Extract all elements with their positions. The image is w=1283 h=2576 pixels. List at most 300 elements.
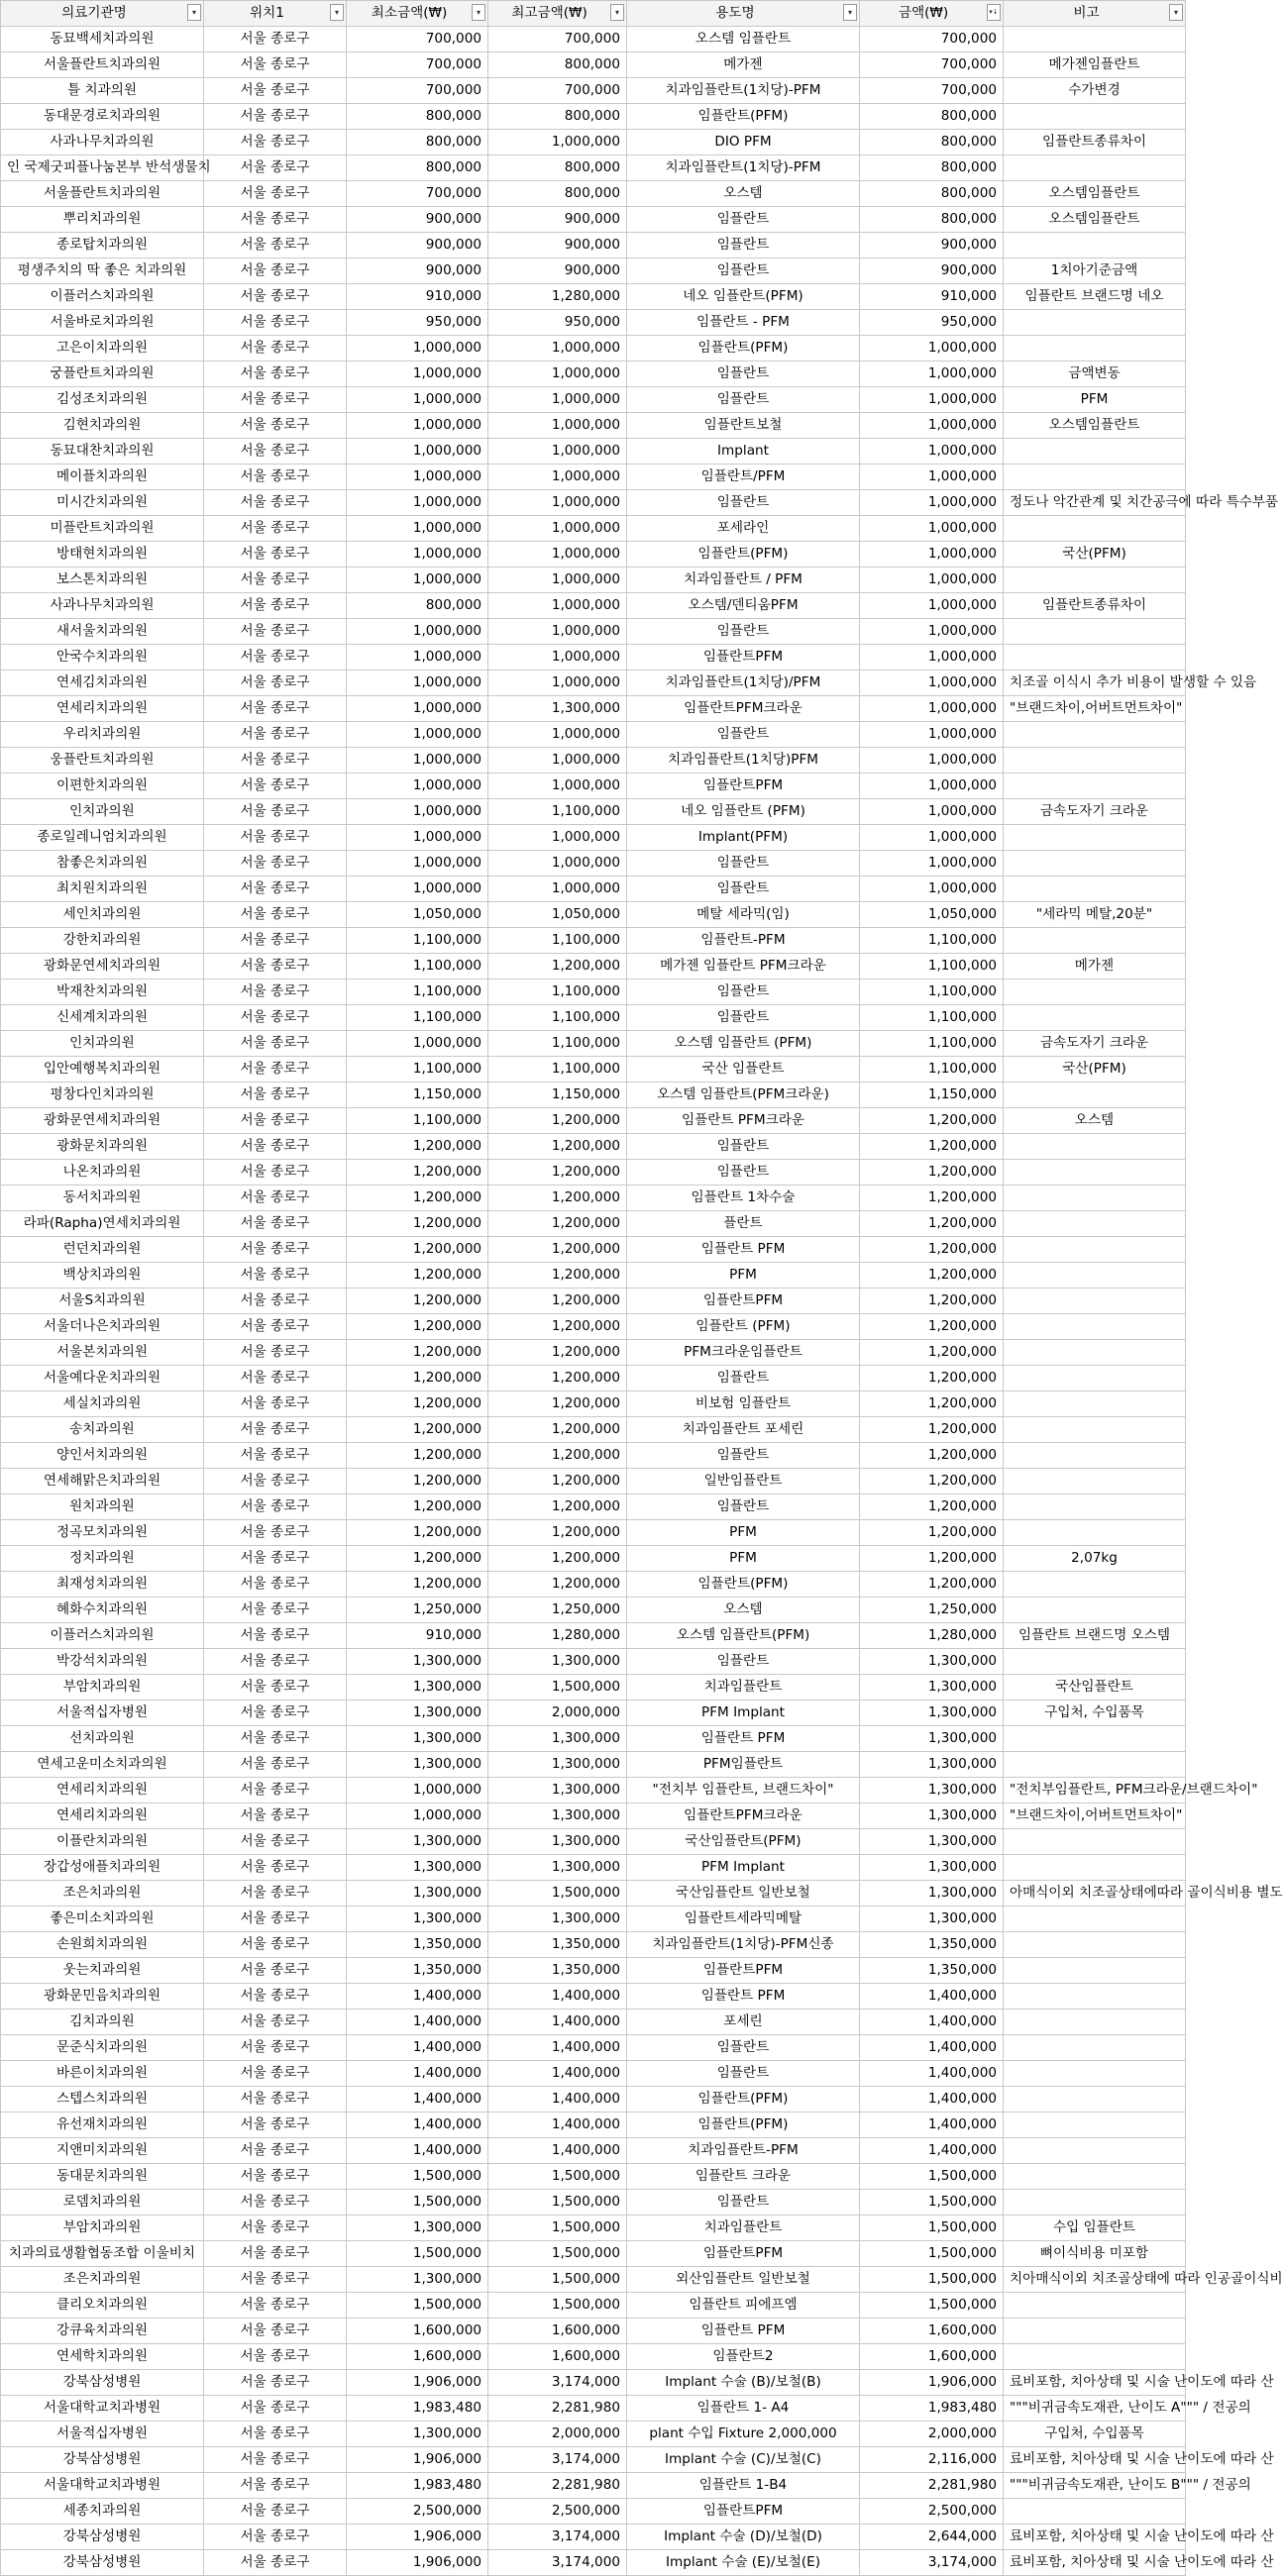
cell-remarks[interactable]: 수입 임플란트 bbox=[1004, 2215, 1186, 2241]
cell-location[interactable]: 서울 종로구 bbox=[204, 2267, 347, 2293]
cell-min-price[interactable]: 1,300,000 bbox=[347, 1649, 488, 1675]
cell-min-price[interactable]: 1,000,000 bbox=[347, 336, 488, 361]
cell-usage-name[interactable]: Implant 수술 (D)/보철(D) bbox=[627, 2524, 860, 2550]
cell-price[interactable]: 1,300,000 bbox=[860, 1906, 1004, 1932]
cell-usage-name[interactable]: 임플란트 bbox=[627, 207, 860, 233]
cell-min-price[interactable]: 1,200,000 bbox=[347, 1366, 488, 1391]
cell-remarks[interactable]: 메가젠임플란트 bbox=[1004, 52, 1186, 78]
cell-location[interactable]: 서울 종로구 bbox=[204, 2524, 347, 2550]
cell-min-price[interactable]: 1,300,000 bbox=[347, 1700, 488, 1726]
cell-remarks[interactable] bbox=[1004, 233, 1186, 258]
cell-remarks[interactable]: 메가젠 bbox=[1004, 954, 1186, 979]
cell-price[interactable]: 700,000 bbox=[860, 52, 1004, 78]
cell-usage-name[interactable]: 임플란트/PFM bbox=[627, 464, 860, 490]
cell-usage-name[interactable]: 임플란트PFM bbox=[627, 1288, 860, 1314]
cell-location[interactable]: 서울 종로구 bbox=[204, 619, 347, 645]
cell-hospital-name[interactable]: 이플란치과의원 bbox=[1, 1829, 204, 1855]
cell-usage-name[interactable]: 임플란트PFM크라운 bbox=[627, 696, 860, 722]
cell-usage-name[interactable]: PFM bbox=[627, 1546, 860, 1572]
cell-usage-name[interactable]: 임플란트 bbox=[627, 1649, 860, 1675]
cell-max-price[interactable]: 700,000 bbox=[488, 27, 627, 52]
cell-usage-name[interactable]: 임플란트 bbox=[627, 1005, 860, 1031]
cell-usage-name[interactable]: 외산임플란트 일반보철 bbox=[627, 2267, 860, 2293]
cell-usage-name[interactable]: 임플란트 1차수술 bbox=[627, 1185, 860, 1211]
cell-location[interactable]: 서울 종로구 bbox=[204, 2396, 347, 2421]
cell-hospital-name[interactable]: 로뎀치과의원 bbox=[1, 2190, 204, 2215]
cell-location[interactable]: 서울 종로구 bbox=[204, 516, 347, 542]
cell-max-price[interactable]: 2,281,980 bbox=[488, 2473, 627, 2499]
cell-usage-name[interactable]: 오스템 임플란트(PFM) bbox=[627, 1623, 860, 1649]
cell-price[interactable]: 1,400,000 bbox=[860, 2009, 1004, 2035]
cell-min-price[interactable]: 1,983,480 bbox=[347, 2473, 488, 2499]
cell-usage-name[interactable]: 임플란트세라믹메탈 bbox=[627, 1906, 860, 1932]
cell-usage-name[interactable]: 임플란트(PFM) bbox=[627, 336, 860, 361]
cell-min-price[interactable]: 1,200,000 bbox=[347, 1520, 488, 1546]
cell-max-price[interactable]: 1,000,000 bbox=[488, 413, 627, 439]
cell-min-price[interactable]: 1,300,000 bbox=[347, 1881, 488, 1906]
cell-max-price[interactable]: 1,300,000 bbox=[488, 1829, 627, 1855]
cell-usage-name[interactable]: 포세라인 bbox=[627, 516, 860, 542]
filter-sorted-icon[interactable]: ▾↓ bbox=[987, 4, 1001, 21]
cell-min-price[interactable]: 1,300,000 bbox=[347, 1752, 488, 1778]
cell-hospital-name[interactable]: 지앤미치과의원 bbox=[1, 2138, 204, 2164]
cell-remarks[interactable]: 료비포함, 치아상태 및 시술 난이도에 따라 산 bbox=[1004, 2550, 1186, 2576]
cell-price[interactable]: 1,000,000 bbox=[860, 336, 1004, 361]
cell-max-price[interactable]: 1,250,000 bbox=[488, 1597, 627, 1623]
cell-min-price[interactable]: 1,400,000 bbox=[347, 2061, 488, 2087]
cell-hospital-name[interactable]: 박강석치과의원 bbox=[1, 1649, 204, 1675]
cell-hospital-name[interactable]: 강한치과의원 bbox=[1, 928, 204, 954]
cell-price[interactable]: 1,100,000 bbox=[860, 1005, 1004, 1031]
cell-usage-name[interactable]: 오스템/덴티움PFM bbox=[627, 593, 860, 619]
cell-price[interactable]: 1,000,000 bbox=[860, 696, 1004, 722]
cell-location[interactable]: 서울 종로구 bbox=[204, 27, 347, 52]
cell-hospital-name[interactable]: 동묘백세치과의원 bbox=[1, 27, 204, 52]
cell-usage-name[interactable]: Implant 수술 (E)/보철(E) bbox=[627, 2550, 860, 2576]
cell-usage-name[interactable]: 임플란트 크라운 bbox=[627, 2164, 860, 2190]
cell-hospital-name[interactable]: 인치과의원 bbox=[1, 1031, 204, 1057]
cell-price[interactable]: 1,200,000 bbox=[860, 1288, 1004, 1314]
cell-location[interactable]: 서울 종로구 bbox=[204, 902, 347, 928]
cell-max-price[interactable]: 1,400,000 bbox=[488, 2009, 627, 2035]
cell-hospital-name[interactable]: 강큐육치과의원 bbox=[1, 2318, 204, 2344]
cell-usage-name[interactable]: 임플란트 bbox=[627, 1160, 860, 1185]
cell-price[interactable]: 1,200,000 bbox=[860, 1366, 1004, 1391]
cell-hospital-name[interactable]: 광화문연세치과의원 bbox=[1, 1108, 204, 1134]
cell-max-price[interactable]: 1,300,000 bbox=[488, 1906, 627, 1932]
cell-remarks[interactable] bbox=[1004, 1237, 1186, 1263]
cell-hospital-name[interactable]: 서울본치과의원 bbox=[1, 1340, 204, 1366]
cell-max-price[interactable]: 1,150,000 bbox=[488, 1082, 627, 1108]
cell-min-price[interactable]: 1,200,000 bbox=[347, 1211, 488, 1237]
cell-remarks[interactable]: 정도나 악간관계 및 치간공극에 따라 특수부품 bbox=[1004, 490, 1186, 516]
cell-location[interactable]: 서울 종로구 bbox=[204, 130, 347, 155]
cell-hospital-name[interactable]: 안국수치과의원 bbox=[1, 645, 204, 670]
cell-min-price[interactable]: 1,906,000 bbox=[347, 2447, 488, 2473]
cell-max-price[interactable]: 700,000 bbox=[488, 78, 627, 104]
cell-min-price[interactable]: 1,000,000 bbox=[347, 542, 488, 567]
cell-hospital-name[interactable]: 연세학치과의원 bbox=[1, 2344, 204, 2370]
cell-min-price[interactable]: 1,200,000 bbox=[347, 1443, 488, 1469]
cell-hospital-name[interactable]: 동서치과의원 bbox=[1, 1185, 204, 1211]
cell-price[interactable]: 1,200,000 bbox=[860, 1443, 1004, 1469]
cell-usage-name[interactable]: 치과임플란트 bbox=[627, 1675, 860, 1700]
cell-location[interactable]: 서울 종로구 bbox=[204, 1649, 347, 1675]
cell-usage-name[interactable]: 메가젠 bbox=[627, 52, 860, 78]
cell-remarks[interactable] bbox=[1004, 1134, 1186, 1160]
cell-max-price[interactable]: 1,200,000 bbox=[488, 1340, 627, 1366]
cell-max-price[interactable]: 1,200,000 bbox=[488, 1108, 627, 1134]
cell-price[interactable]: 1,500,000 bbox=[860, 2164, 1004, 2190]
cell-max-price[interactable]: 3,174,000 bbox=[488, 2550, 627, 2576]
cell-usage-name[interactable]: 임플란트 bbox=[627, 490, 860, 516]
cell-max-price[interactable]: 800,000 bbox=[488, 52, 627, 78]
cell-remarks[interactable]: 료비포함, 치아상태 및 시술 난이도에 따라 산 bbox=[1004, 2524, 1186, 2550]
cell-min-price[interactable]: 1,150,000 bbox=[347, 1082, 488, 1108]
cell-hospital-name[interactable]: 클리오치과의원 bbox=[1, 2293, 204, 2318]
cell-max-price[interactable]: 1,000,000 bbox=[488, 876, 627, 902]
cell-hospital-name[interactable]: 미시간치과의원 bbox=[1, 490, 204, 516]
cell-hospital-name[interactable]: 광화문연세치과의원 bbox=[1, 954, 204, 979]
cell-hospital-name[interactable]: 강북삼성병원 bbox=[1, 2447, 204, 2473]
cell-usage-name[interactable]: 임플란트 PFM크라운 bbox=[627, 1108, 860, 1134]
cell-max-price[interactable]: 1,300,000 bbox=[488, 1649, 627, 1675]
cell-remarks[interactable] bbox=[1004, 645, 1186, 670]
cell-hospital-name[interactable]: 연세리치과의원 bbox=[1, 1778, 204, 1803]
cell-min-price[interactable]: 1,000,000 bbox=[347, 825, 488, 851]
cell-max-price[interactable]: 1,300,000 bbox=[488, 1855, 627, 1881]
cell-min-price[interactable]: 1,200,000 bbox=[347, 1391, 488, 1417]
cell-max-price[interactable]: 1,000,000 bbox=[488, 490, 627, 516]
cell-usage-name[interactable]: 임플란트 피에프엠 bbox=[627, 2293, 860, 2318]
cell-location[interactable]: 서울 종로구 bbox=[204, 336, 347, 361]
cell-price[interactable]: 1,600,000 bbox=[860, 2344, 1004, 2370]
cell-remarks[interactable] bbox=[1004, 1005, 1186, 1031]
cell-price[interactable]: 1,200,000 bbox=[860, 1546, 1004, 1572]
cell-location[interactable]: 서울 종로구 bbox=[204, 1958, 347, 1984]
cell-usage-name[interactable]: 임플란트 bbox=[627, 387, 860, 413]
cell-max-price[interactable]: 1,000,000 bbox=[488, 825, 627, 851]
filter-dropdown-icon[interactable]: ▾ bbox=[843, 4, 857, 21]
cell-remarks[interactable] bbox=[1004, 2344, 1186, 2370]
cell-usage-name[interactable]: 임플란트 1- A4 bbox=[627, 2396, 860, 2421]
cell-remarks[interactable] bbox=[1004, 851, 1186, 876]
cell-max-price[interactable]: 1,500,000 bbox=[488, 2267, 627, 2293]
cell-hospital-name[interactable]: 인 국제굿피플나눔본부 반석생물치 bbox=[1, 155, 204, 181]
cell-max-price[interactable]: 1,200,000 bbox=[488, 1572, 627, 1597]
cell-max-price[interactable]: 1,200,000 bbox=[488, 1134, 627, 1160]
cell-max-price[interactable]: 1,300,000 bbox=[488, 1778, 627, 1803]
cell-location[interactable]: 서울 종로구 bbox=[204, 1237, 347, 1263]
cell-location[interactable]: 서울 종로구 bbox=[204, 1778, 347, 1803]
cell-price[interactable]: 1,600,000 bbox=[860, 2318, 1004, 2344]
cell-hospital-name[interactable]: 조은치과의원 bbox=[1, 2267, 204, 2293]
cell-max-price[interactable]: 1,400,000 bbox=[488, 1984, 627, 2009]
cell-price[interactable]: 1,200,000 bbox=[860, 1494, 1004, 1520]
cell-remarks[interactable] bbox=[1004, 2035, 1186, 2061]
cell-location[interactable]: 서울 종로구 bbox=[204, 258, 347, 284]
cell-remarks[interactable] bbox=[1004, 876, 1186, 902]
cell-usage-name[interactable]: Implant(PFM) bbox=[627, 825, 860, 851]
cell-location[interactable]: 서울 종로구 bbox=[204, 1031, 347, 1057]
cell-price[interactable]: 1,300,000 bbox=[860, 1881, 1004, 1906]
cell-min-price[interactable]: 1,000,000 bbox=[347, 876, 488, 902]
cell-price[interactable]: 1,300,000 bbox=[860, 1752, 1004, 1778]
cell-hospital-name[interactable]: 종로탑치과의원 bbox=[1, 233, 204, 258]
cell-price[interactable]: 910,000 bbox=[860, 284, 1004, 310]
cell-location[interactable]: 서울 종로구 bbox=[204, 2009, 347, 2035]
cell-max-price[interactable]: 1,000,000 bbox=[488, 567, 627, 593]
cell-location[interactable]: 서울 종로구 bbox=[204, 1803, 347, 1829]
cell-remarks[interactable]: 뼈이식비용 미포함 bbox=[1004, 2241, 1186, 2267]
cell-remarks[interactable] bbox=[1004, 1263, 1186, 1288]
cell-max-price[interactable]: 1,500,000 bbox=[488, 2215, 627, 2241]
cell-usage-name[interactable]: Implant 수술 (C)/보철(C) bbox=[627, 2447, 860, 2473]
cell-hospital-name[interactable]: 서울더나은치과의원 bbox=[1, 1314, 204, 1340]
cell-remarks[interactable] bbox=[1004, 928, 1186, 954]
cell-min-price[interactable]: 1,250,000 bbox=[347, 1597, 488, 1623]
cell-usage-name[interactable]: 임플란트(PFM) bbox=[627, 1572, 860, 1597]
cell-min-price[interactable]: 1,100,000 bbox=[347, 1005, 488, 1031]
cell-hospital-name[interactable]: 스텝스치과의원 bbox=[1, 2087, 204, 2112]
cell-price[interactable]: 1,000,000 bbox=[860, 670, 1004, 696]
cell-max-price[interactable]: 900,000 bbox=[488, 207, 627, 233]
cell-min-price[interactable]: 1,500,000 bbox=[347, 2241, 488, 2267]
cell-remarks[interactable] bbox=[1004, 567, 1186, 593]
cell-location[interactable]: 서울 종로구 bbox=[204, 1494, 347, 1520]
cell-usage-name[interactable]: 임플란트 bbox=[627, 1443, 860, 1469]
cell-remarks[interactable] bbox=[1004, 1494, 1186, 1520]
cell-location[interactable]: 서울 종로구 bbox=[204, 2035, 347, 2061]
cell-location[interactable]: 서울 종로구 bbox=[204, 207, 347, 233]
cell-remarks[interactable]: 구입처, 수입품목 bbox=[1004, 1700, 1186, 1726]
cell-remarks[interactable] bbox=[1004, 1649, 1186, 1675]
cell-usage-name[interactable]: 치과임플란트 포세린 bbox=[627, 1417, 860, 1443]
cell-location[interactable]: 서울 종로구 bbox=[204, 1185, 347, 1211]
cell-min-price[interactable]: 1,000,000 bbox=[347, 1803, 488, 1829]
cell-hospital-name[interactable]: 바른이치과의원 bbox=[1, 2061, 204, 2087]
cell-max-price[interactable]: 1,100,000 bbox=[488, 799, 627, 825]
cell-remarks[interactable] bbox=[1004, 516, 1186, 542]
cell-price[interactable]: 800,000 bbox=[860, 181, 1004, 207]
cell-price[interactable]: 1,300,000 bbox=[860, 1778, 1004, 1803]
cell-location[interactable]: 서울 종로구 bbox=[204, 2318, 347, 2344]
cell-hospital-name[interactable]: 서울적십자병원 bbox=[1, 2421, 204, 2447]
filter-dropdown-icon[interactable]: ▾ bbox=[330, 4, 344, 21]
cell-min-price[interactable]: 1,000,000 bbox=[347, 722, 488, 748]
cell-price[interactable]: 1,983,480 bbox=[860, 2396, 1004, 2421]
cell-remarks[interactable]: 치조골 이식시 추가 비용이 발생할 수 있음 bbox=[1004, 670, 1186, 696]
cell-hospital-name[interactable]: 원치과의원 bbox=[1, 1494, 204, 1520]
filter-dropdown-icon[interactable]: ▾ bbox=[472, 4, 485, 21]
cell-location[interactable]: 서울 종로구 bbox=[204, 104, 347, 130]
cell-location[interactable]: 서울 종로구 bbox=[204, 1829, 347, 1855]
cell-price[interactable]: 1,000,000 bbox=[860, 361, 1004, 387]
cell-hospital-name[interactable]: 부암치과의원 bbox=[1, 1675, 204, 1700]
cell-hospital-name[interactable]: 서울S치과의원 bbox=[1, 1288, 204, 1314]
cell-hospital-name[interactable]: 치과의료생활협동조합 이울비치 bbox=[1, 2241, 204, 2267]
cell-location[interactable]: 서울 종로구 bbox=[204, 1366, 347, 1391]
cell-location[interactable]: 서울 종로구 bbox=[204, 1752, 347, 1778]
cell-price[interactable]: 1,300,000 bbox=[860, 1829, 1004, 1855]
cell-max-price[interactable]: 1,280,000 bbox=[488, 1623, 627, 1649]
cell-min-price[interactable]: 700,000 bbox=[347, 78, 488, 104]
cell-max-price[interactable]: 1,200,000 bbox=[488, 954, 627, 979]
cell-location[interactable]: 서울 종로구 bbox=[204, 954, 347, 979]
cell-max-price[interactable]: 1,000,000 bbox=[488, 619, 627, 645]
cell-max-price[interactable]: 800,000 bbox=[488, 181, 627, 207]
cell-price[interactable]: 800,000 bbox=[860, 104, 1004, 130]
cell-remarks[interactable] bbox=[1004, 2164, 1186, 2190]
cell-min-price[interactable]: 800,000 bbox=[347, 104, 488, 130]
cell-min-price[interactable]: 1,000,000 bbox=[347, 516, 488, 542]
cell-max-price[interactable]: 1,500,000 bbox=[488, 1675, 627, 1700]
cell-usage-name[interactable]: 임플란트PFM bbox=[627, 773, 860, 799]
cell-min-price[interactable]: 1,300,000 bbox=[347, 1675, 488, 1700]
cell-usage-name[interactable]: 치과임플란트(1치당)/PFM bbox=[627, 670, 860, 696]
cell-remarks[interactable]: 금액변동 bbox=[1004, 361, 1186, 387]
cell-usage-name[interactable]: 임플란트PFM bbox=[627, 645, 860, 670]
cell-location[interactable]: 서울 종로구 bbox=[204, 1134, 347, 1160]
cell-location[interactable]: 서울 종로구 bbox=[204, 1211, 347, 1237]
cell-hospital-name[interactable]: 인치과의원 bbox=[1, 799, 204, 825]
cell-location[interactable]: 서울 종로구 bbox=[204, 361, 347, 387]
cell-remarks[interactable]: "브랜드차이,어버트먼트차이" bbox=[1004, 1803, 1186, 1829]
cell-min-price[interactable]: 1,200,000 bbox=[347, 1469, 488, 1494]
cell-max-price[interactable]: 1,500,000 bbox=[488, 2190, 627, 2215]
cell-usage-name[interactable]: 임플란트 - PFM bbox=[627, 310, 860, 336]
cell-hospital-name[interactable]: 보스톤치과의원 bbox=[1, 567, 204, 593]
cell-location[interactable]: 서울 종로구 bbox=[204, 1855, 347, 1881]
cell-location[interactable]: 서울 종로구 bbox=[204, 155, 347, 181]
cell-max-price[interactable]: 1,200,000 bbox=[488, 1391, 627, 1417]
cell-hospital-name[interactable]: 동대문경로치과의원 bbox=[1, 104, 204, 130]
cell-max-price[interactable]: 1,200,000 bbox=[488, 1494, 627, 1520]
cell-usage-name[interactable]: 치과임플란트(1치당)-PFM bbox=[627, 78, 860, 104]
cell-hospital-name[interactable]: 종로일레니엄치과의원 bbox=[1, 825, 204, 851]
cell-location[interactable]: 서울 종로구 bbox=[204, 1700, 347, 1726]
cell-usage-name[interactable]: plant 수입 Fixture 2,000,000 bbox=[627, 2421, 860, 2447]
cell-price[interactable]: 900,000 bbox=[860, 258, 1004, 284]
cell-price[interactable]: 1,200,000 bbox=[860, 1134, 1004, 1160]
cell-min-price[interactable]: 1,100,000 bbox=[347, 1108, 488, 1134]
cell-location[interactable]: 서울 종로구 bbox=[204, 2190, 347, 2215]
cell-location[interactable]: 서울 종로구 bbox=[204, 1932, 347, 1958]
cell-hospital-name[interactable]: 양인서치과의원 bbox=[1, 1443, 204, 1469]
cell-min-price[interactable]: 1,000,000 bbox=[347, 619, 488, 645]
cell-max-price[interactable]: 1,000,000 bbox=[488, 130, 627, 155]
cell-price[interactable]: 1,400,000 bbox=[860, 2112, 1004, 2138]
cell-max-price[interactable]: 1,050,000 bbox=[488, 902, 627, 928]
cell-remarks[interactable] bbox=[1004, 2318, 1186, 2344]
cell-min-price[interactable]: 1,200,000 bbox=[347, 1237, 488, 1263]
cell-hospital-name[interactable]: 고은이치과의원 bbox=[1, 336, 204, 361]
cell-remarks[interactable] bbox=[1004, 825, 1186, 851]
cell-min-price[interactable]: 1,906,000 bbox=[347, 2524, 488, 2550]
cell-hospital-name[interactable]: 동대문치과의원 bbox=[1, 2164, 204, 2190]
cell-hospital-name[interactable]: 서울플란트치과의원 bbox=[1, 52, 204, 78]
cell-usage-name[interactable]: 임플란트 bbox=[627, 1366, 860, 1391]
cell-remarks[interactable] bbox=[1004, 979, 1186, 1005]
cell-usage-name[interactable]: 치과임플란트 / PFM bbox=[627, 567, 860, 593]
cell-price[interactable]: 1,000,000 bbox=[860, 490, 1004, 516]
cell-remarks[interactable] bbox=[1004, 310, 1186, 336]
cell-min-price[interactable]: 1,200,000 bbox=[347, 1572, 488, 1597]
cell-min-price[interactable]: 910,000 bbox=[347, 1623, 488, 1649]
cell-max-price[interactable]: 1,300,000 bbox=[488, 1752, 627, 1778]
cell-price[interactable]: 1,400,000 bbox=[860, 2061, 1004, 2087]
cell-max-price[interactable]: 1,000,000 bbox=[488, 336, 627, 361]
cell-min-price[interactable]: 1,500,000 bbox=[347, 2190, 488, 2215]
cell-hospital-name[interactable]: 연세고운미소치과의원 bbox=[1, 1752, 204, 1778]
cell-hospital-name[interactable]: 런던치과의원 bbox=[1, 1237, 204, 1263]
cell-usage-name[interactable]: 임플란트 bbox=[627, 1494, 860, 1520]
cell-location[interactable]: 서울 종로구 bbox=[204, 1597, 347, 1623]
cell-usage-name[interactable]: 임플란트 bbox=[627, 2190, 860, 2215]
cell-usage-name[interactable]: "전치부 임플란트, 브랜드차이" bbox=[627, 1778, 860, 1803]
cell-price[interactable]: 3,174,000 bbox=[860, 2550, 1004, 2576]
cell-usage-name[interactable]: 임플란트 bbox=[627, 233, 860, 258]
cell-price[interactable]: 900,000 bbox=[860, 233, 1004, 258]
cell-location[interactable]: 서울 종로구 bbox=[204, 773, 347, 799]
cell-usage-name[interactable]: 임플란트 bbox=[627, 258, 860, 284]
cell-location[interactable]: 서울 종로구 bbox=[204, 799, 347, 825]
cell-remarks[interactable] bbox=[1004, 1984, 1186, 2009]
cell-max-price[interactable]: 1,200,000 bbox=[488, 1520, 627, 1546]
cell-max-price[interactable]: 1,000,000 bbox=[488, 851, 627, 876]
cell-remarks[interactable] bbox=[1004, 1520, 1186, 1546]
cell-remarks[interactable]: 2,07kg bbox=[1004, 1546, 1186, 1572]
cell-location[interactable]: 서울 종로구 bbox=[204, 1675, 347, 1700]
cell-min-price[interactable]: 700,000 bbox=[347, 27, 488, 52]
cell-location[interactable]: 서울 종로구 bbox=[204, 542, 347, 567]
cell-price[interactable]: 1,050,000 bbox=[860, 902, 1004, 928]
cell-price[interactable]: 1,200,000 bbox=[860, 1263, 1004, 1288]
cell-max-price[interactable]: 1,600,000 bbox=[488, 2344, 627, 2370]
cell-hospital-name[interactable]: 웅플란트치과의원 bbox=[1, 748, 204, 773]
cell-price[interactable]: 1,000,000 bbox=[860, 413, 1004, 439]
cell-remarks[interactable] bbox=[1004, 104, 1186, 130]
cell-usage-name[interactable]: 임플란트 bbox=[627, 1134, 860, 1160]
cell-min-price[interactable]: 1,400,000 bbox=[347, 2009, 488, 2035]
cell-remarks[interactable] bbox=[1004, 2499, 1186, 2524]
cell-min-price[interactable]: 1,000,000 bbox=[347, 748, 488, 773]
cell-location[interactable]: 서울 종로구 bbox=[204, 1288, 347, 1314]
cell-hospital-name[interactable]: 혜화수치과의원 bbox=[1, 1597, 204, 1623]
cell-max-price[interactable]: 3,174,000 bbox=[488, 2447, 627, 2473]
cell-hospital-name[interactable]: 궁플란트치과의원 bbox=[1, 361, 204, 387]
cell-max-price[interactable]: 1,000,000 bbox=[488, 387, 627, 413]
cell-remarks[interactable] bbox=[1004, 773, 1186, 799]
cell-max-price[interactable]: 2,000,000 bbox=[488, 1700, 627, 1726]
cell-price[interactable]: 1,000,000 bbox=[860, 593, 1004, 619]
cell-price[interactable]: 1,200,000 bbox=[860, 1237, 1004, 1263]
cell-remarks[interactable]: 임플란트 브랜드명 오스템 bbox=[1004, 1623, 1186, 1649]
cell-price[interactable]: 2,116,000 bbox=[860, 2447, 1004, 2473]
cell-price[interactable]: 1,280,000 bbox=[860, 1623, 1004, 1649]
cell-location[interactable]: 서울 종로구 bbox=[204, 1160, 347, 1185]
cell-price[interactable]: 1,000,000 bbox=[860, 748, 1004, 773]
cell-remarks[interactable]: 아매식이외 치조골상태에따라 골이식비용 별도 bbox=[1004, 1881, 1186, 1906]
cell-min-price[interactable]: 1,000,000 bbox=[347, 361, 488, 387]
cell-location[interactable]: 서울 종로구 bbox=[204, 645, 347, 670]
cell-location[interactable]: 서울 종로구 bbox=[204, 928, 347, 954]
cell-location[interactable]: 서울 종로구 bbox=[204, 1314, 347, 1340]
cell-price[interactable]: 1,200,000 bbox=[860, 1340, 1004, 1366]
cell-remarks[interactable] bbox=[1004, 619, 1186, 645]
cell-hospital-name[interactable]: 동묘대찬치과의원 bbox=[1, 439, 204, 464]
cell-max-price[interactable]: 1,500,000 bbox=[488, 1881, 627, 1906]
